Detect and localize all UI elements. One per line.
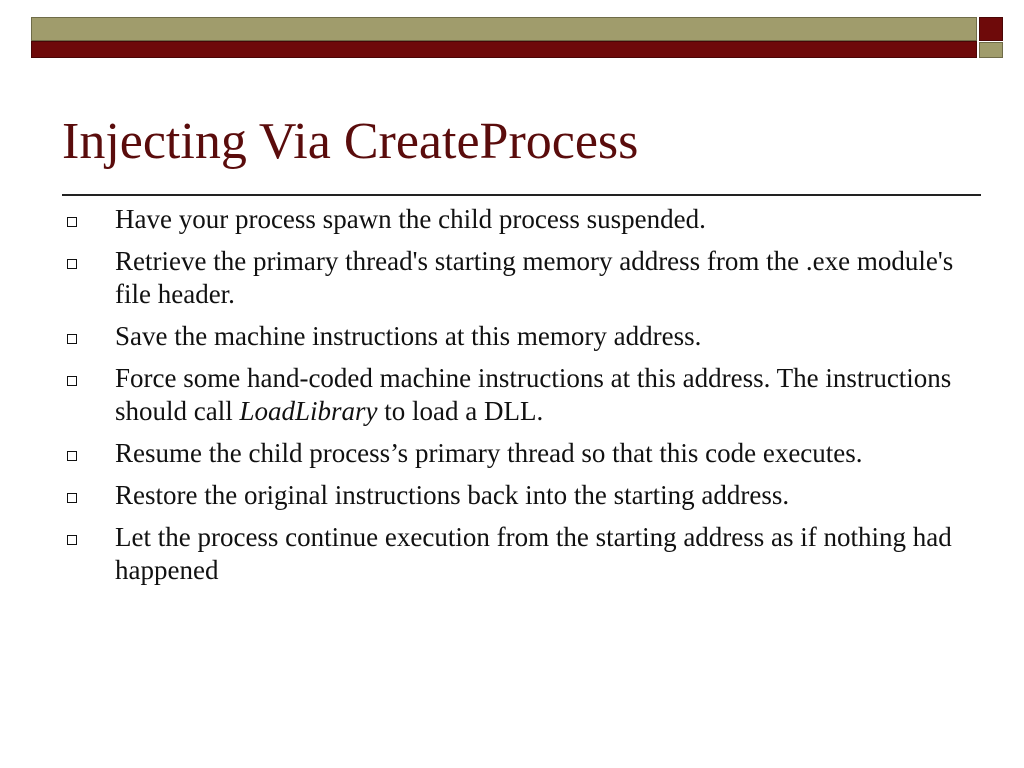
bullet-item	[62, 362, 962, 428]
slide-title: Injecting Via CreateProcess	[62, 113, 639, 170]
bullet-item	[62, 203, 962, 236]
bullet-text: Let the process continue execution from the starting address as if nothing had happened	[115, 522, 952, 585]
loadlibrary-emphasis: LoadLibrary	[239, 396, 378, 426]
bullet-text: Have your process spawn the child process suspended.	[115, 204, 706, 234]
bullet-item	[62, 521, 962, 587]
bullet-item	[62, 320, 962, 353]
bullet-item	[62, 437, 962, 470]
bullet-text: Save the machine instructions at this memory address.	[115, 321, 702, 351]
title-divider	[62, 194, 981, 196]
corner-square-olive	[979, 42, 1003, 58]
corner-square-maroon	[979, 17, 1003, 41]
bullet-text: Retrieve the primary thread's starting memory address from the .exe module's file header.	[115, 246, 954, 309]
hollow-square-bullet-icon	[67, 334, 77, 344]
bullet-text: Restore the original instructions back into the starting address.	[115, 480, 790, 510]
header-band-maroon	[31, 41, 977, 58]
bullet-item	[62, 479, 962, 512]
hollow-square-bullet-icon	[67, 259, 77, 269]
hollow-square-bullet-icon	[67, 493, 77, 503]
bullet-text	[115, 362, 962, 428]
bullet-item	[62, 245, 962, 311]
hollow-square-bullet-icon	[67, 451, 77, 461]
bullet-list	[62, 203, 962, 596]
hollow-square-bullet-icon	[67, 535, 77, 545]
bullet-text-part: to load a DLL.	[377, 396, 544, 426]
bullet-text: Resume the child process’s primary thread so that this code executes.	[115, 438, 863, 468]
hollow-square-bullet-icon	[67, 217, 77, 227]
header-band-olive	[31, 17, 977, 41]
bullet-text-part: Force some hand-coded machine instructions at this address. The instructions should call	[115, 363, 952, 426]
hollow-square-bullet-icon	[67, 376, 77, 386]
